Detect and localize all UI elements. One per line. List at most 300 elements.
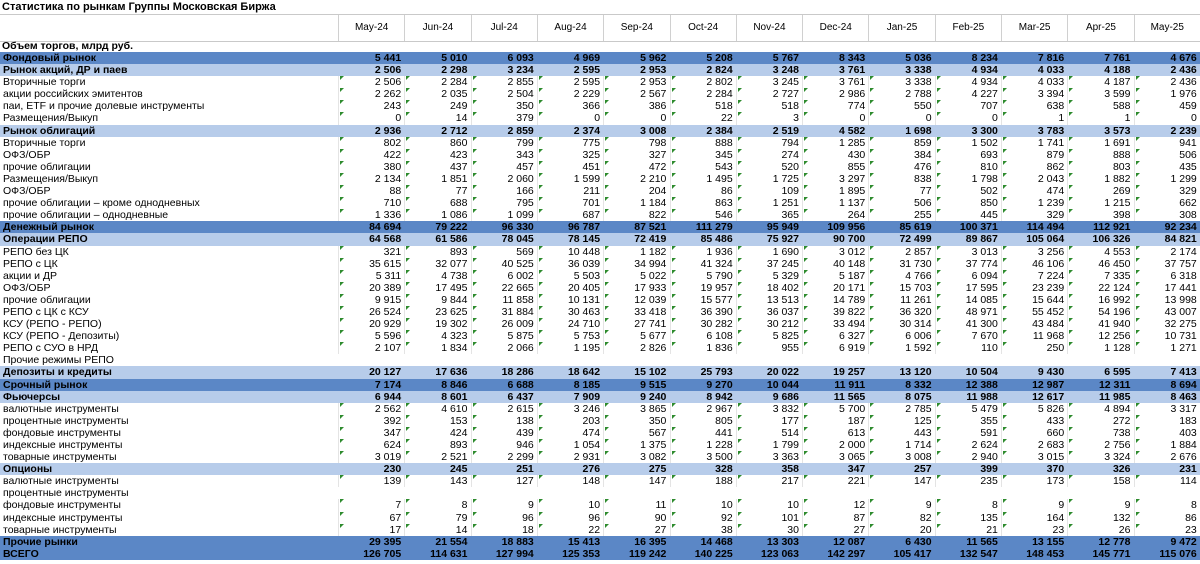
table-cell[interactable]: 1 741 (1001, 137, 1067, 149)
table-cell[interactable]: 41 300 (935, 318, 1001, 330)
table-cell[interactable]: 101 (736, 512, 802, 524)
table-cell[interactable]: 392 (338, 415, 404, 427)
table-cell[interactable]: 14 (404, 112, 470, 124)
table-cell[interactable]: 3 065 (802, 451, 868, 463)
table-cell[interactable]: 12 (802, 499, 868, 511)
table-cell[interactable]: 23 625 (404, 306, 470, 318)
table-cell[interactable]: 7 816 (1037, 52, 1065, 64)
table-cell[interactable]: 13 120 (899, 366, 932, 379)
table-cell[interactable]: 2 210 (603, 173, 669, 185)
table-cell[interactable]: 275 (648, 463, 667, 476)
table-cell[interactable]: 9 (471, 499, 537, 511)
table-cell[interactable]: 18 883 (501, 535, 534, 548)
table-cell[interactable]: 2 785 (868, 403, 934, 415)
table-cell[interactable]: 153 (404, 415, 470, 427)
table-cell[interactable]: 308 (1134, 209, 1200, 221)
table-cell[interactable]: 2 953 (640, 64, 667, 77)
table-cell[interactable]: 5 503 (537, 270, 603, 282)
table-cell[interactable]: 78 145 (567, 233, 601, 246)
table-cell[interactable]: 6 430 (905, 535, 932, 548)
table-cell[interactable]: 35 615 (338, 258, 404, 270)
table-cell[interactable]: 16 395 (634, 535, 667, 548)
table-cell[interactable]: 3 300 (971, 124, 998, 137)
table-cell[interactable]: 822 (603, 209, 669, 221)
table-cell[interactable]: 85 486 (700, 233, 733, 246)
table-cell[interactable]: 87 (802, 512, 868, 524)
table-cell[interactable]: 96 (537, 512, 603, 524)
table-cell[interactable]: 6 595 (1104, 366, 1131, 379)
table-cell[interactable]: 15 644 (1001, 294, 1067, 306)
table-cell[interactable]: 55 452 (1001, 306, 1067, 318)
table-cell[interactable]: 3 082 (603, 451, 669, 463)
table-cell[interactable]: 7 (338, 499, 404, 511)
table-cell[interactable]: 187 (802, 415, 868, 427)
table-cell[interactable]: 255 (868, 209, 934, 221)
table-cell[interactable]: 0 (1134, 112, 1200, 124)
table-cell[interactable]: 3 599 (1067, 88, 1133, 100)
table-cell[interactable]: 43 484 (1001, 318, 1067, 330)
table-cell[interactable]: 893 (404, 246, 470, 258)
table-cell[interactable]: 75 927 (766, 233, 799, 246)
table-cell[interactable]: 140 225 (694, 547, 733, 560)
table-cell[interactable]: 946 (471, 439, 537, 451)
table-cell[interactable]: 888 (1067, 149, 1133, 161)
table-cell[interactable]: 27 (603, 524, 669, 536)
table-cell[interactable]: 17 495 (404, 282, 470, 294)
table-cell[interactable]: 2 824 (706, 64, 733, 77)
table-cell[interactable]: 327 (603, 149, 669, 161)
table-cell[interactable]: 106 326 (1092, 233, 1131, 246)
table-cell[interactable]: 693 (935, 149, 1001, 161)
table-cell[interactable]: 22 (670, 112, 736, 124)
table-cell[interactable]: 569 (471, 246, 537, 258)
table-cell[interactable]: 591 (935, 427, 1001, 439)
table-cell[interactable]: 6 327 (802, 330, 868, 342)
table-cell[interactable]: 5 479 (935, 403, 1001, 415)
table-cell[interactable]: 8 694 (1170, 378, 1197, 391)
table-cell[interactable]: 8 942 (706, 390, 733, 403)
table-cell[interactable]: 7 335 (1067, 270, 1133, 282)
table-cell[interactable]: 7 670 (935, 330, 1001, 342)
table-cell[interactable]: 90 (603, 512, 669, 524)
table-cell[interactable]: 3 245 (736, 76, 802, 88)
table-cell[interactable]: 10 448 (537, 246, 603, 258)
table-cell[interactable]: 1 882 (1067, 173, 1133, 185)
table-cell[interactable]: 3 008 (640, 124, 667, 137)
table-cell[interactable]: 6 688 (507, 378, 534, 391)
table-cell[interactable]: 3 246 (537, 403, 603, 415)
table-cell[interactable]: 37 245 (736, 258, 802, 270)
table-cell[interactable]: 85 619 (899, 221, 932, 234)
table-cell[interactable]: 476 (868, 161, 934, 173)
table-cell[interactable]: 422 (338, 149, 404, 161)
table-cell[interactable]: 345 (670, 149, 736, 161)
table-cell[interactable]: 20 171 (802, 282, 868, 294)
table-cell[interactable]: 132 547 (959, 547, 998, 560)
table-cell[interactable]: 707 (935, 100, 1001, 112)
table-cell[interactable]: 31 730 (868, 258, 934, 270)
table-cell[interactable]: 217 (736, 475, 802, 487)
table-cell[interactable]: 40 525 (471, 258, 537, 270)
table-cell[interactable]: 350 (471, 100, 537, 112)
table-cell[interactable]: 5 187 (802, 270, 868, 282)
table-cell[interactable]: 2 035 (404, 88, 470, 100)
table-cell[interactable]: 158 (1067, 475, 1133, 487)
table-cell[interactable]: 321 (338, 246, 404, 258)
table-cell[interactable]: 2 967 (670, 403, 736, 415)
table-cell[interactable]: 9 472 (1170, 535, 1197, 548)
table-cell[interactable]: 474 (1001, 185, 1067, 197)
table-cell[interactable]: 5 036 (905, 52, 932, 64)
table-cell[interactable]: 3 363 (736, 451, 802, 463)
table-cell[interactable]: 859 (868, 137, 934, 149)
table-cell[interactable]: 893 (404, 439, 470, 451)
table-cell[interactable]: 4 188 (1104, 64, 1131, 77)
table-cell[interactable]: 4 033 (1001, 76, 1067, 88)
table-cell[interactable]: 10 131 (537, 294, 603, 306)
table-cell[interactable]: 2 683 (1001, 439, 1067, 451)
table-cell[interactable]: 92 234 (1164, 221, 1197, 234)
table-cell[interactable]: 2 940 (935, 451, 1001, 463)
table-cell[interactable]: 127 994 (495, 547, 534, 560)
table-cell[interactable]: 12 311 (1098, 378, 1131, 391)
table-cell[interactable]: 543 (670, 161, 736, 173)
table-cell[interactable]: 37 757 (1134, 258, 1200, 270)
table-cell[interactable]: 8 846 (441, 378, 468, 391)
table-cell[interactable]: 4 934 (935, 76, 1001, 88)
table-cell[interactable]: 638 (1001, 100, 1067, 112)
table-cell[interactable]: 1 884 (1134, 439, 1200, 451)
table-cell[interactable]: 443 (868, 427, 934, 439)
table-cell[interactable]: 798 (603, 137, 669, 149)
table-cell[interactable]: 1 834 (404, 342, 470, 354)
table-cell[interactable]: 1 495 (670, 173, 736, 185)
table-cell[interactable]: 72 419 (634, 233, 667, 246)
table-cell[interactable]: 127 (471, 475, 537, 487)
table-cell[interactable]: 86 (1134, 512, 1200, 524)
table-cell[interactable]: 251 (516, 463, 534, 476)
table-cell[interactable]: 7 413 (1170, 366, 1197, 379)
table-cell[interactable]: 802 (338, 137, 404, 149)
table-cell[interactable]: 41 324 (670, 258, 736, 270)
table-cell[interactable]: 17 636 (435, 366, 468, 379)
table-cell[interactable]: 850 (935, 197, 1001, 209)
table-cell[interactable]: 177 (736, 415, 802, 427)
table-cell[interactable]: 1 (1001, 112, 1067, 124)
table-cell[interactable]: 4 227 (935, 88, 1001, 100)
table-cell[interactable]: 4 033 (1037, 64, 1065, 77)
table-cell[interactable]: 272 (1067, 415, 1133, 427)
table-cell[interactable]: 2 727 (736, 88, 802, 100)
table-cell[interactable]: 2 174 (1134, 246, 1200, 258)
table-cell[interactable]: 2 239 (1170, 124, 1197, 137)
table-cell[interactable]: 325 (537, 149, 603, 161)
table-cell[interactable]: 799 (471, 137, 537, 149)
table-cell[interactable]: 2 262 (338, 88, 404, 100)
table-cell[interactable]: 3 015 (1001, 451, 1067, 463)
table-cell[interactable]: 6 318 (1134, 270, 1200, 282)
table-cell[interactable]: 64 568 (369, 233, 402, 246)
table-cell[interactable]: 147 (603, 475, 669, 487)
table-cell[interactable]: 72 499 (899, 233, 932, 246)
table-cell[interactable]: 18 642 (567, 366, 601, 379)
table-cell[interactable]: 2 384 (706, 124, 733, 137)
table-cell[interactable]: 6 002 (471, 270, 537, 282)
table-cell[interactable]: 326 (1112, 463, 1131, 476)
table-cell[interactable]: 329 (1001, 209, 1067, 221)
table-cell[interactable]: 10 731 (1134, 330, 1200, 342)
table-cell[interactable]: 1 182 (603, 246, 669, 258)
table-cell[interactable]: 2 284 (670, 88, 736, 100)
table-cell[interactable]: 2 595 (573, 64, 601, 77)
table-cell[interactable]: 863 (670, 197, 736, 209)
table-cell[interactable]: 18 402 (736, 282, 802, 294)
table-cell[interactable]: 9 240 (640, 390, 667, 403)
table-cell[interactable]: 109 (736, 185, 802, 197)
table-cell[interactable]: 2 788 (868, 88, 934, 100)
table-cell[interactable]: 0 (935, 112, 1001, 124)
table-cell[interactable]: 355 (935, 415, 1001, 427)
table-cell[interactable]: 34 994 (603, 258, 669, 270)
table-cell[interactable]: 3 234 (507, 64, 534, 77)
table-cell[interactable]: 79 (404, 512, 470, 524)
table-cell[interactable]: 17 933 (603, 282, 669, 294)
table-cell[interactable]: 31 884 (471, 306, 537, 318)
table-cell[interactable]: 86 (670, 185, 736, 197)
table-cell[interactable]: 0 (802, 112, 868, 124)
table-cell[interactable]: 8 (404, 499, 470, 511)
table-cell[interactable]: 148 453 (1026, 547, 1065, 560)
table-cell[interactable]: 1 851 (404, 173, 470, 185)
table-cell[interactable]: 110 (935, 342, 1001, 354)
table-cell[interactable]: 5 790 (670, 270, 736, 282)
table-cell[interactable]: 30 314 (868, 318, 934, 330)
table-cell[interactable]: 20 127 (369, 366, 402, 379)
table-cell[interactable]: 3 297 (802, 173, 868, 185)
table-cell[interactable]: 1 184 (603, 197, 669, 209)
table-cell[interactable]: 264 (802, 209, 868, 221)
table-cell[interactable]: 29 395 (369, 535, 402, 548)
table-cell[interactable]: 23 (1001, 524, 1067, 536)
table-cell[interactable]: 506 (868, 197, 934, 209)
table-cell[interactable]: 386 (603, 100, 669, 112)
table-cell[interactable]: 3 019 (338, 451, 404, 463)
table-cell[interactable]: 37 774 (935, 258, 1001, 270)
table-cell[interactable]: 5 010 (441, 52, 468, 64)
table-cell[interactable]: 5 311 (338, 270, 404, 282)
table-cell[interactable]: 2 712 (441, 124, 468, 137)
table-cell[interactable]: 221 (802, 475, 868, 487)
table-cell[interactable]: 123 063 (761, 547, 799, 560)
table-cell[interactable]: 2 506 (338, 76, 404, 88)
table-cell[interactable]: 22 665 (471, 282, 537, 294)
table-cell[interactable]: 588 (1067, 100, 1133, 112)
table-cell[interactable]: 424 (404, 427, 470, 439)
table-cell[interactable]: 126 705 (363, 547, 402, 560)
table-cell[interactable]: 9 (1001, 499, 1067, 511)
table-cell[interactable]: 2 756 (1067, 439, 1133, 451)
table-cell[interactable]: 164 (1001, 512, 1067, 524)
table-cell[interactable]: 3 338 (868, 76, 934, 88)
table-cell[interactable]: 36 390 (670, 306, 736, 318)
table-cell[interactable]: 2 857 (868, 246, 934, 258)
table-cell[interactable]: 13 513 (736, 294, 802, 306)
table-cell[interactable]: 403 (1134, 427, 1200, 439)
table-cell[interactable]: 88 (338, 185, 404, 197)
table-cell[interactable]: 14 468 (700, 535, 733, 548)
table-cell[interactable]: 17 595 (935, 282, 1001, 294)
table-cell[interactable]: 518 (670, 100, 736, 112)
table-cell[interactable]: 3 012 (802, 246, 868, 258)
table-cell[interactable]: 269 (1067, 185, 1133, 197)
table-cell[interactable]: 805 (670, 415, 736, 427)
table-cell[interactable]: 41 940 (1067, 318, 1133, 330)
table-cell[interactable]: 7 224 (1001, 270, 1067, 282)
table-cell[interactable]: 138 (471, 415, 537, 427)
table-cell[interactable]: 1 798 (935, 173, 1001, 185)
table-cell[interactable]: 5 700 (802, 403, 868, 415)
table-cell[interactable]: 8 601 (441, 390, 468, 403)
table-cell[interactable]: 30 282 (670, 318, 736, 330)
table-cell[interactable]: 439 (471, 427, 537, 439)
table-cell[interactable]: 2 299 (471, 451, 537, 463)
table-cell[interactable]: 46 106 (1001, 258, 1067, 270)
table-cell[interactable]: 25 793 (700, 366, 733, 379)
table-cell[interactable]: 3 500 (670, 451, 736, 463)
table-cell[interactable]: 32 077 (404, 258, 470, 270)
table-cell[interactable]: 21 (935, 524, 1001, 536)
table-cell[interactable]: 1 099 (471, 209, 537, 221)
table-cell[interactable]: 48 971 (935, 306, 1001, 318)
table-cell[interactable]: 10 (670, 499, 736, 511)
table-cell[interactable]: 3 761 (802, 76, 868, 88)
table-cell[interactable]: 15 413 (567, 535, 601, 548)
table-cell[interactable]: 204 (603, 185, 669, 197)
table-cell[interactable]: 472 (603, 161, 669, 173)
table-cell[interactable]: 12 256 (1067, 330, 1133, 342)
table-cell[interactable]: 21 554 (435, 535, 468, 548)
table-cell[interactable]: 6 944 (374, 390, 402, 403)
table-cell[interactable]: 1 836 (670, 342, 736, 354)
table-cell[interactable]: 142 297 (827, 547, 866, 560)
table-cell[interactable]: 114 631 (430, 547, 468, 560)
table-cell[interactable]: 14 789 (802, 294, 868, 306)
table-cell[interactable]: 5 753 (537, 330, 603, 342)
table-cell[interactable]: 1 215 (1067, 197, 1133, 209)
table-cell[interactable]: 67 (338, 512, 404, 524)
table-cell[interactable]: 2 284 (404, 76, 470, 88)
table-cell[interactable]: 1 285 (802, 137, 868, 149)
table-cell[interactable]: 10 044 (766, 378, 799, 391)
table-cell[interactable]: 26 009 (471, 318, 537, 330)
table-cell[interactable]: 433 (1001, 415, 1067, 427)
table-cell[interactable]: 8 (935, 499, 1001, 511)
table-cell[interactable]: 8 343 (839, 52, 866, 64)
table-cell[interactable]: 5 596 (338, 330, 404, 342)
table-cell[interactable]: 3 761 (839, 64, 866, 77)
table-cell[interactable]: 276 (582, 463, 601, 476)
table-cell[interactable]: 423 (404, 149, 470, 161)
table-cell[interactable]: 1 690 (736, 246, 802, 258)
table-cell[interactable]: 2 298 (441, 64, 468, 77)
table-cell[interactable]: 6 108 (670, 330, 736, 342)
table-cell[interactable]: 4 969 (573, 52, 601, 64)
table-cell[interactable]: 8 234 (971, 52, 998, 64)
table-cell[interactable]: 1 976 (1134, 88, 1200, 100)
table-cell[interactable]: 2 624 (935, 439, 1001, 451)
table-cell[interactable]: 36 320 (868, 306, 934, 318)
table-cell[interactable]: 2 986 (802, 88, 868, 100)
table-cell[interactable]: 145 771 (1092, 547, 1131, 560)
table-cell[interactable]: 5 022 (603, 270, 669, 282)
table-cell[interactable]: 15 102 (634, 366, 667, 379)
table-cell[interactable]: 3 008 (868, 451, 934, 463)
table-cell[interactable]: 613 (802, 427, 868, 439)
table-cell[interactable]: 3 248 (772, 64, 799, 77)
table-cell[interactable]: 1 725 (736, 173, 802, 185)
table-cell[interactable]: 2 066 (471, 342, 537, 354)
table-cell[interactable]: 398 (1067, 209, 1133, 221)
table-cell[interactable]: 132 (1067, 512, 1133, 524)
table-cell[interactable]: 11 968 (1001, 330, 1067, 342)
table-cell[interactable]: 459 (1134, 100, 1200, 112)
table-cell[interactable]: 30 463 (537, 306, 603, 318)
table-cell[interactable]: 2 859 (507, 124, 534, 137)
table-cell[interactable]: 26 (1067, 524, 1133, 536)
table-cell[interactable]: 941 (1134, 137, 1200, 149)
table-cell[interactable]: 147 (868, 475, 934, 487)
table-cell[interactable]: 775 (537, 137, 603, 149)
table-cell[interactable]: 166 (471, 185, 537, 197)
table-cell[interactable]: 19 957 (670, 282, 736, 294)
table-cell[interactable]: 366 (537, 100, 603, 112)
table-cell[interactable]: 95 949 (766, 221, 799, 234)
table-cell[interactable]: 11 565 (966, 535, 998, 548)
table-cell[interactable]: 1 691 (1067, 137, 1133, 149)
table-cell[interactable]: 370 (1046, 463, 1065, 476)
table-cell[interactable]: 79 222 (435, 221, 468, 234)
table-cell[interactable]: 3 783 (1037, 124, 1065, 137)
table-cell[interactable]: 5 875 (471, 330, 537, 342)
table-cell[interactable]: 82 (868, 512, 934, 524)
table-cell[interactable]: 838 (868, 173, 934, 185)
table-cell[interactable]: 27 741 (603, 318, 669, 330)
table-cell[interactable]: 9 (1067, 499, 1133, 511)
table-cell[interactable]: 16 992 (1067, 294, 1133, 306)
table-cell[interactable]: 40 148 (802, 258, 868, 270)
table-cell[interactable]: 5 208 (706, 52, 733, 64)
table-cell[interactable]: 9 844 (404, 294, 470, 306)
table-cell[interactable]: 10 (736, 499, 802, 511)
table-cell[interactable]: 1 375 (603, 439, 669, 451)
table-cell[interactable]: 343 (471, 149, 537, 161)
table-cell[interactable]: 445 (935, 209, 1001, 221)
table-cell[interactable]: 2 107 (338, 342, 404, 354)
table-cell[interactable]: 1 502 (935, 137, 1001, 149)
table-cell[interactable]: 26 524 (338, 306, 404, 318)
table-cell[interactable]: 20 389 (338, 282, 404, 294)
table-cell[interactable]: 78 045 (501, 233, 534, 246)
table-cell[interactable]: 11 565 (833, 390, 866, 403)
table-cell[interactable]: 2 519 (772, 124, 799, 137)
table-cell[interactable]: 19 302 (404, 318, 470, 330)
table-cell[interactable]: 6 437 (507, 390, 534, 403)
table-cell[interactable]: 3 013 (935, 246, 1001, 258)
table-cell[interactable]: 114 494 (1026, 221, 1065, 234)
table-cell[interactable]: 10 504 (965, 366, 998, 379)
table-cell[interactable]: 2 043 (1001, 173, 1067, 185)
table-cell[interactable]: 2 931 (537, 451, 603, 463)
